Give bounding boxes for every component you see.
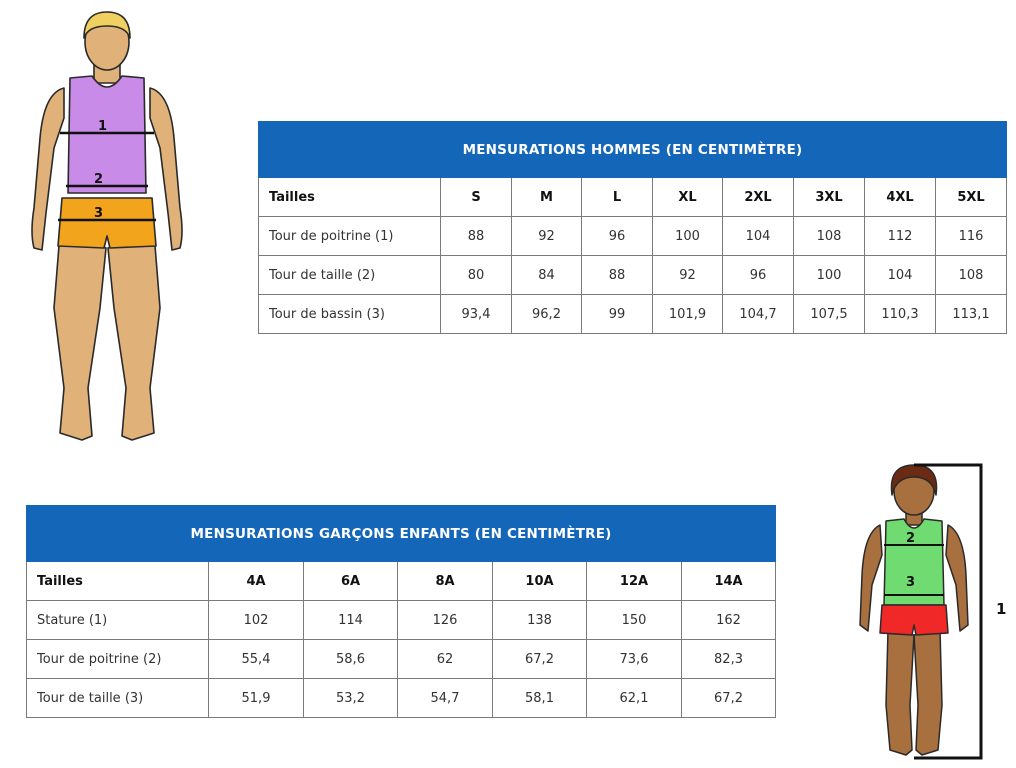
table-cell: 100	[794, 256, 865, 295]
table-cell: 55,4	[209, 640, 304, 679]
table-cell: 80	[441, 256, 512, 295]
table-row	[27, 640, 776, 679]
table-cell: 150	[587, 601, 682, 640]
header-cell: XL	[653, 178, 723, 217]
table-cell: 112	[865, 217, 936, 256]
table-cell: 104,7	[723, 295, 794, 334]
table-cell: 54,7	[398, 679, 493, 718]
table-row	[259, 295, 1007, 334]
header-cell: 8A	[398, 562, 493, 601]
table-cell: 107,5	[794, 295, 865, 334]
table-cell: 96	[582, 217, 653, 256]
row-label: Tour de taille (3)	[27, 679, 209, 718]
table-row	[27, 679, 776, 718]
marker-1: 1	[98, 119, 108, 134]
table-row	[259, 256, 1007, 295]
row-label: Tour de bassin (3)	[259, 295, 441, 334]
table-cell: 96	[723, 256, 794, 295]
header-cell: 4XL	[865, 178, 936, 217]
men-size-table	[258, 121, 1007, 334]
table-header-row	[27, 562, 776, 601]
table-cell: 53,2	[304, 679, 398, 718]
table-cell: 84	[512, 256, 582, 295]
table-row	[27, 601, 776, 640]
header-cell: 2XL	[723, 178, 794, 217]
table-header-row	[259, 178, 1007, 217]
table-cell: 51,9	[209, 679, 304, 718]
stature-marker-1: 1	[996, 600, 1007, 618]
table-cell: 108	[794, 217, 865, 256]
header-cell: 4A	[209, 562, 304, 601]
header-cell: Tailles	[259, 178, 441, 217]
marker-3: 3	[94, 206, 104, 221]
boy-marker-2: 2	[906, 531, 916, 546]
table-cell: 73,6	[587, 640, 682, 679]
table-cell: 62	[398, 640, 493, 679]
header-cell: L	[582, 178, 653, 217]
row-label: Stature (1)	[27, 601, 209, 640]
table-cell: 67,2	[493, 640, 587, 679]
boy-body-illustration	[850, 455, 990, 765]
table-row	[259, 217, 1007, 256]
table-cell: 82,3	[682, 640, 776, 679]
kids-size-table	[26, 505, 776, 718]
man-body-illustration	[22, 8, 192, 448]
marker-2: 2	[94, 172, 104, 187]
table-cell: 62,1	[587, 679, 682, 718]
table-cell: 138	[493, 601, 587, 640]
men-table-title: MENSURATIONS HOMMES (EN CENTIMÈTRE)	[259, 122, 1007, 178]
table-cell: 58,6	[304, 640, 398, 679]
table-cell: 126	[398, 601, 493, 640]
table-cell: 96,2	[512, 295, 582, 334]
table-cell: 116	[936, 217, 1007, 256]
header-cell: 6A	[304, 562, 398, 601]
table-cell: 110,3	[865, 295, 936, 334]
table-cell: 104	[865, 256, 936, 295]
table-cell: 101,9	[653, 295, 723, 334]
row-label: Tour de poitrine (2)	[27, 640, 209, 679]
table-cell: 102	[209, 601, 304, 640]
table-cell: 88	[441, 217, 512, 256]
header-cell: S	[441, 178, 512, 217]
header-cell: 12A	[587, 562, 682, 601]
table-cell: 67,2	[682, 679, 776, 718]
header-cell: 10A	[493, 562, 587, 601]
table-cell: 58,1	[493, 679, 587, 718]
table-cell: 113,1	[936, 295, 1007, 334]
header-cell: 3XL	[794, 178, 865, 217]
table-cell: 88	[582, 256, 653, 295]
row-label: Tour de taille (2)	[259, 256, 441, 295]
table-cell: 114	[304, 601, 398, 640]
table-cell: 92	[512, 217, 582, 256]
table-cell: 108	[936, 256, 1007, 295]
boy-marker-3: 3	[906, 575, 916, 590]
table-cell: 93,4	[441, 295, 512, 334]
header-cell: M	[512, 178, 582, 217]
kids-table-title: MENSURATIONS GARÇONS ENFANTS (EN CENTIMÈTRE)	[27, 506, 776, 562]
table-cell: 162	[682, 601, 776, 640]
row-label: Tour de poitrine (1)	[259, 217, 441, 256]
header-cell: 5XL	[936, 178, 1007, 217]
table-cell: 92	[653, 256, 723, 295]
table-cell: 104	[723, 217, 794, 256]
header-cell: Tailles	[27, 562, 209, 601]
table-cell: 99	[582, 295, 653, 334]
table-cell: 100	[653, 217, 723, 256]
header-cell: 14A	[682, 562, 776, 601]
